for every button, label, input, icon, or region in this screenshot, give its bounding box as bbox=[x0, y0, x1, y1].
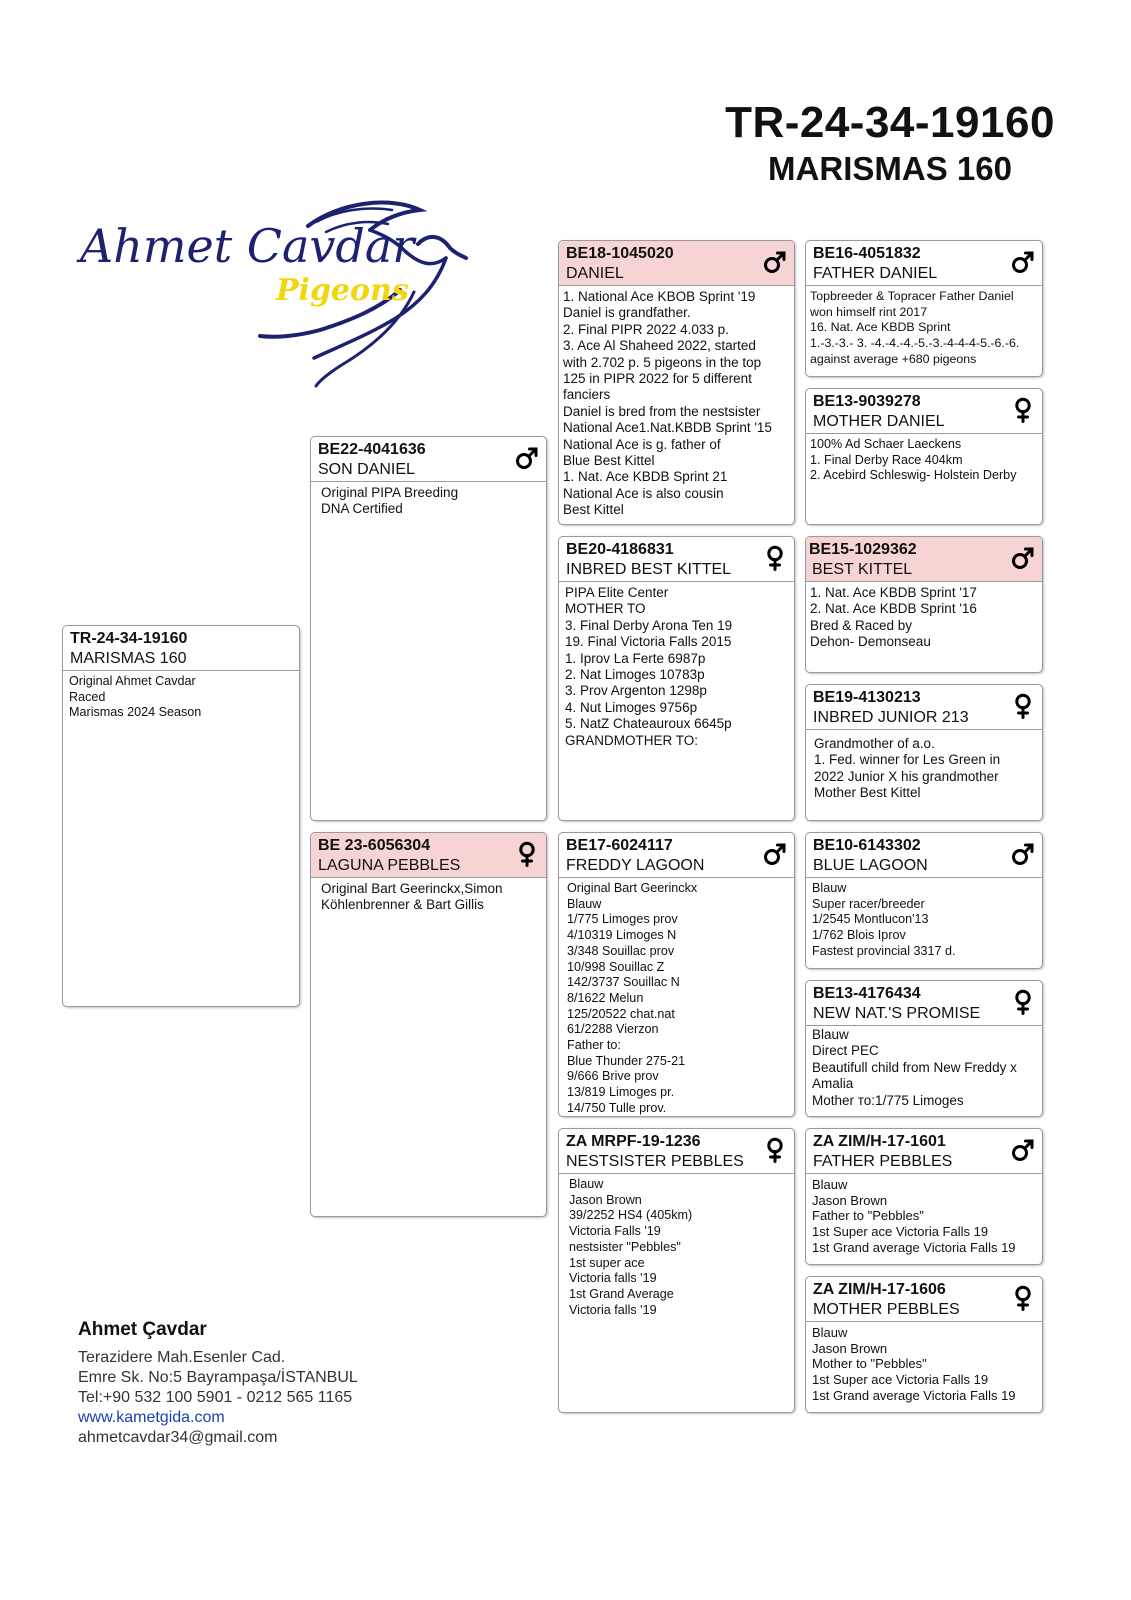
female-icon bbox=[1010, 989, 1036, 1015]
pedigree-ssd bbox=[805, 388, 1043, 525]
box-header bbox=[806, 389, 1042, 434]
bird-notes: Topbreeder & Topracer Father Daniel won himself rint 2017 16. Nat. Ace KBDB Sprint 1.-3.-3.- 3. -4.-4.-4.-5.-3.-4-4-4-5.-6.-6. against average +680 pigeons bbox=[810, 289, 1020, 366]
pedigree-subject bbox=[62, 625, 300, 1007]
female-icon bbox=[1010, 397, 1036, 423]
bird-name: INBRED BEST KITTEL bbox=[566, 561, 732, 578]
ring-number: ZA ZIM/H-17-1601 bbox=[813, 1133, 946, 1150]
male-icon bbox=[514, 445, 540, 471]
bird-name: BEST KITTEL bbox=[812, 561, 913, 578]
bird-notes: Blauw Jason Brown 39/2252 HS4 (405km) Victoria Falls '19 nestsister "Pebbles" 1st super ace Victoria falls '19 1st Grand Average Victoria falls '19 bbox=[569, 1177, 693, 1317]
pedigree-sss bbox=[805, 240, 1043, 377]
pedigree-sds bbox=[805, 536, 1043, 673]
male-icon bbox=[1010, 841, 1036, 867]
pedigree-dsd bbox=[805, 980, 1043, 1117]
ring-number: BE13-9039278 bbox=[813, 393, 921, 410]
ring-number: BE22-4041636 bbox=[318, 441, 426, 458]
box-header bbox=[559, 241, 794, 286]
contact-block bbox=[78, 1320, 358, 1448]
logo-script-name: Ahmet Cavdar bbox=[80, 219, 415, 273]
box-header bbox=[806, 537, 1042, 582]
box-header bbox=[559, 537, 794, 582]
bird-name: INBRED JUNIOR 213 bbox=[813, 709, 969, 726]
bird-name: BLUE LAGOON bbox=[813, 857, 928, 874]
bird-notes: Blauw Jason Brown Mother to "Pebbles" 1st Super ace Victoria Falls 19 1st Grand average Victoria Falls 19 bbox=[812, 1325, 1016, 1403]
bird-notes: PIPA Elite Center MOTHER TO 3. Final Derby Arona Ten 19 19. Final Victoria Falls 2015 1. Iprov La Ferte 6987p 2. Nat Limoges 10783p 3. Prov Argenton 1298p 4. Nut Limoges 9756p 5. NatZ Chateauroux 6645p GRANDMOTHER TO: bbox=[565, 585, 733, 748]
pedigree-sire-sire bbox=[558, 240, 795, 525]
bird-name: SON DANIEL bbox=[318, 461, 415, 478]
pedigree-dds bbox=[805, 1128, 1043, 1265]
page-title-name: MARISMAS 160 bbox=[768, 150, 1012, 187]
pedigree-dam-sire bbox=[558, 832, 795, 1117]
box-header bbox=[806, 981, 1042, 1026]
ring-number: BE18-1045020 bbox=[566, 245, 674, 262]
ring-number: BE19-4130213 bbox=[813, 689, 921, 706]
bird-notes: Original Bart Geerinckx Blauw 1/775 Limoges prov 4/10319 Limoges N 3/348 Souillac prov 10/998 Souillac Z 142/3737 Souillac N 8/1622 Melun 125/20522 chat.nat 61/2288 Vierzon Father to: Blue Thunder 275-21 9/666 Brive prov 13/819 Limoges pr. 14/750 Tulle prov. bbox=[567, 881, 698, 1115]
box-header bbox=[559, 833, 794, 878]
female-icon bbox=[762, 1137, 788, 1163]
bird-name: MARISMAS 160 bbox=[70, 650, 187, 667]
box-header bbox=[806, 241, 1042, 286]
pedigree-dam bbox=[310, 832, 547, 1217]
bird-name: NESTSISTER PEBBLES bbox=[566, 1153, 744, 1170]
bird-name: FATHER DANIEL bbox=[813, 265, 938, 282]
bird-name: LAGUNA PEBBLES bbox=[318, 857, 461, 874]
breeder-name: Ahmet Çavdar bbox=[78, 1319, 207, 1340]
bird-name: MOTHER DANIEL bbox=[813, 413, 945, 430]
bird-notes: Blauw Jason Brown Father to "Pebbles" 1st Super ace Victoria Falls 19 1st Grand average Victoria Falls 19 bbox=[812, 1177, 1016, 1255]
ring-number: BE16-4051832 bbox=[813, 245, 921, 262]
phone-line: Tel:+90 532 100 5901 - 0212 565 1165 bbox=[78, 1389, 353, 1406]
box-header bbox=[806, 1129, 1042, 1174]
ahmet-cavdar-pigeons-logo bbox=[70, 196, 490, 406]
pedigree-dss bbox=[805, 832, 1043, 969]
bird-name: FATHER PEBBLES bbox=[813, 1153, 953, 1170]
pedigree-ddd bbox=[805, 1276, 1043, 1413]
bird-notes: Blauw Super racer/breeder 1/2545 Montlucon'13 1/762 Blois Iprov Fastest provincial 3317 d. bbox=[812, 881, 956, 958]
bird-name: NEW NAT.'S PROMISE bbox=[813, 1005, 981, 1022]
address-line-2: Emre Sk. No:5 Bayrampaşa/İSTANBUL bbox=[78, 1369, 358, 1386]
ring-number: ZA ZIM/H-17-1606 bbox=[813, 1281, 946, 1298]
ring-number: BE15-1029362 bbox=[809, 541, 917, 558]
box-header bbox=[63, 626, 299, 671]
pedigree-sire-dam bbox=[558, 536, 795, 821]
female-icon bbox=[1010, 693, 1036, 719]
email-address[interactable]: ahmetcavdar34@gmail.com bbox=[78, 1429, 278, 1446]
ring-number: BE 23-6056304 bbox=[318, 837, 431, 854]
pedigree-sdd bbox=[805, 684, 1043, 821]
page-title-ring: TR-24-34-19160 bbox=[725, 98, 1055, 147]
ring-number: TR-24-34-19160 bbox=[70, 630, 188, 647]
box-header bbox=[311, 437, 546, 482]
ring-number: ZA MRPF-19-1236 bbox=[566, 1133, 701, 1150]
male-icon bbox=[762, 841, 788, 867]
bird-notes: Grandmother of a.o. 1. Fed. winner for Les Green in 2022 Junior X his grandmother Mother Best Kittel bbox=[814, 736, 1001, 801]
female-icon bbox=[514, 841, 540, 867]
ring-number: BE10-6143302 bbox=[813, 837, 921, 854]
address-line-1: Terazidere Mah.Esenler Cad. bbox=[78, 1349, 286, 1366]
ring-number: BE13-4176434 bbox=[813, 985, 921, 1002]
logo-sub: Pigeons bbox=[276, 273, 409, 308]
male-icon bbox=[1010, 249, 1036, 275]
female-icon bbox=[762, 545, 788, 571]
box-header bbox=[559, 1129, 794, 1174]
bird-notes: Blauw Direct PEC Beautifull child from New Freddy x Amalia Mother то:1/775 Limoges bbox=[812, 1027, 1017, 1108]
bird-notes: Original Bart Geerinckx,Simon Köhlenbrenner & Bart Gillis bbox=[321, 881, 503, 913]
female-icon bbox=[1010, 1285, 1036, 1311]
bird-name: FREDDY LAGOON bbox=[566, 857, 705, 874]
ring-number: BE20-4186831 bbox=[566, 541, 674, 558]
bird-notes: 100% Ad Schaer Laeckens 1. Final Derby Race 404km 2. Acebird Schleswig- Holstein Derby bbox=[810, 437, 1017, 483]
male-icon bbox=[1010, 1137, 1036, 1163]
bird-notes: 1. National Ace KBOB Sprint '19 Daniel is grandfather. 2. Final PIPR 2022 4.033 p. 3. Ace Al Shaheed 2022, started with 2.702 p. 5 pigeons in the top 125 in PIPR 2022 for 5 different fanciers Daniel is bred from the nestsister National Ace1.Nat.KBDB Sprint '15 National Ace is g. father of Blue Best Kittel 1. Nat. Ace KBDB Sprint 21 National Ace is also cousin Best Kittel bbox=[563, 289, 772, 518]
bird-notes: 1. Nat. Ace KBDB Sprint '17 2. Nat. Ace KBDB Sprint '16 Bred & Raced by Dehon- Demonseau bbox=[810, 585, 977, 650]
male-icon bbox=[1010, 545, 1036, 571]
pedigree-sire bbox=[310, 436, 547, 821]
male-icon bbox=[762, 249, 788, 275]
box-header bbox=[806, 833, 1042, 878]
website-link[interactable]: www.kametgida.com bbox=[78, 1409, 225, 1426]
bird-name: DANIEL bbox=[566, 265, 624, 282]
ring-number: BE17-6024117 bbox=[566, 837, 673, 854]
box-header bbox=[311, 833, 546, 878]
bird-notes: Original PIPA Breeding DNA Certified bbox=[321, 485, 459, 517]
box-header bbox=[806, 685, 1042, 730]
box-header bbox=[806, 1277, 1042, 1322]
pedigree-dam-dam bbox=[558, 1128, 795, 1413]
bird-name: MOTHER PEBBLES bbox=[813, 1301, 960, 1318]
bird-notes: Original Ahmet Cavdar Raced Marismas 2024 Season bbox=[69, 674, 202, 720]
